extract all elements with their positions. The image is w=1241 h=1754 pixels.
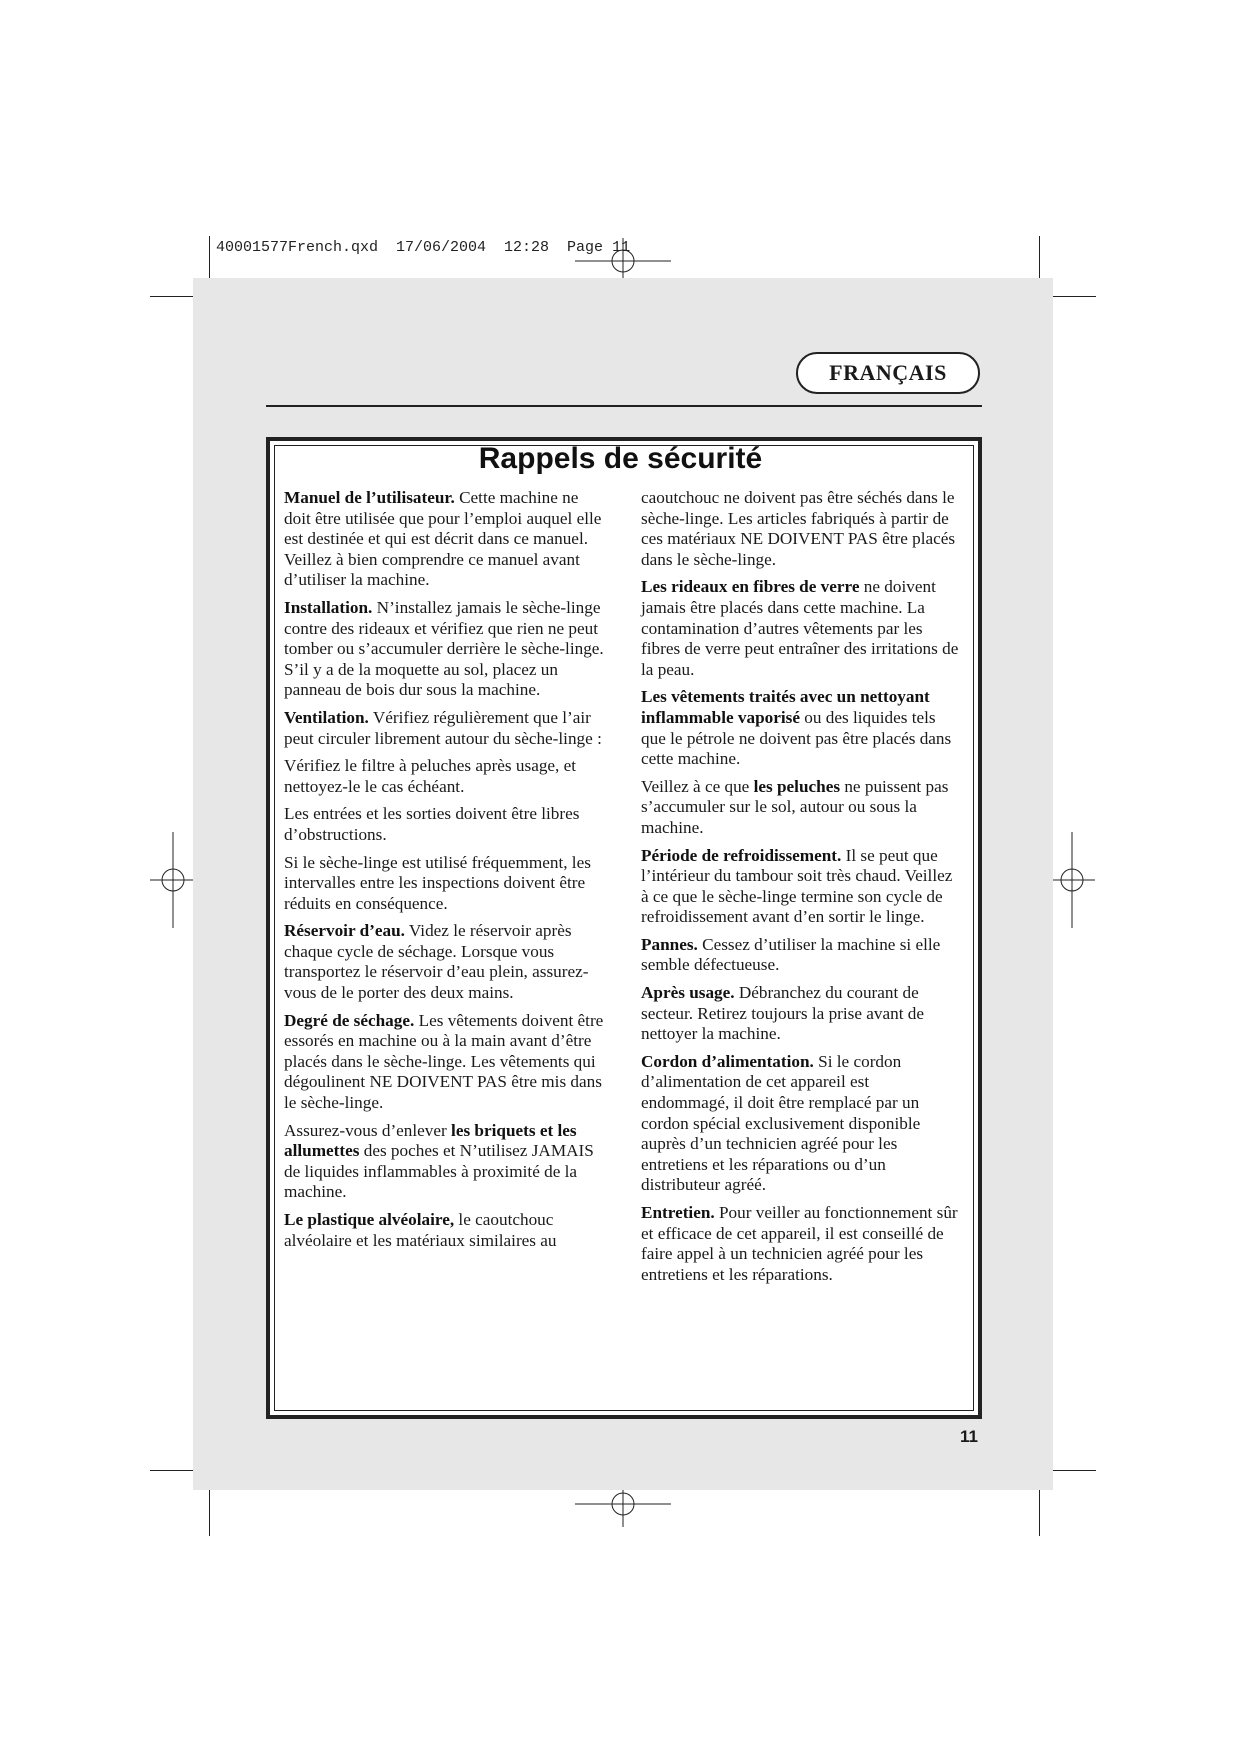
paragraph-heading: Ventilation.: [284, 707, 369, 727]
crop-mark: [209, 236, 210, 282]
paragraph-text: Les entrées et les sorties doivent être libres d’obstructions.: [284, 804, 580, 844]
paragraph-text: Assurez-vous d’enlever: [284, 1120, 452, 1140]
paragraph: [284, 1121, 604, 1203]
crop-mark: [150, 1470, 196, 1471]
paragraph-heading: Cordon d’alimentation.: [641, 1051, 814, 1071]
paragraph-text: Pour veiller au fonctionnement sûr et efficace de cet appareil, il est conseillé de faire appel à un technicien agréé pour les entretiens et les réparations.: [641, 1203, 958, 1284]
paragraph-text: Il se peut que l’intérieur du tambour soit très chaud. Veillez à ce que le sèche-linge termine son cycle de refroidissement avant d’en sortir le linge.: [641, 845, 953, 927]
print-slug: 40001577French.qxd 17/06/2004 12:28 Page 11: [216, 239, 631, 256]
paragraph: [284, 756, 604, 797]
page-number: 11: [960, 1427, 978, 1446]
paragraph: [284, 1210, 604, 1251]
paragraph: [641, 935, 961, 976]
paragraph-text: ne doivent jamais être placés dans cette machine. La contamination d’autres vêtements par les fibres de verre peut entraîner des irritations de la peau.: [641, 577, 959, 679]
paragraph-heading: Après usage.: [641, 983, 735, 1003]
paragraph: [284, 488, 604, 591]
paragraph-text: N’installez jamais le sèche-linge contre des rideaux et vérifiez que rien ne peut tomber ou s’accumuler derrière le sèche-linge. S’il y a de la moquette au sol, placez un panneau de bois dur sous la machine.: [284, 597, 604, 700]
paragraph-text: caoutchouc ne doivent pas être séchés dans le sèche-linge. Les articles fabriqués à partir de ces matériaux NE DOIVENT PAS être placés dans le sèche-linge.: [641, 488, 956, 569]
paragraph-text: Cessez d’utiliser la machine si elle semble défectueuse.: [641, 934, 941, 975]
paragraph-heading: Entretien.: [641, 1203, 715, 1222]
paragraph: [641, 1052, 961, 1196]
paragraph: [641, 777, 961, 839]
paragraph-text: le caoutchouc alvéolaire et les matériaux similaires au: [284, 1210, 557, 1250]
paragraph-text: Veillez à ce que: [641, 776, 754, 796]
paragraph: [641, 488, 961, 570]
paragraph: [284, 708, 604, 749]
paragraph: [284, 804, 604, 845]
crop-mark: [1050, 296, 1096, 297]
crop-mark: [1050, 1470, 1096, 1471]
page-title: Rappels de sécurité: [478, 442, 763, 475]
paragraph: [284, 598, 604, 701]
paragraph-text: Cette machine ne doit être utilisée que pour l’emploi auquel elle est destinée et qui est décrit dans ce manuel. Veillez à bien comprendre ce manuel avant d’utiliser la machine.: [284, 488, 602, 590]
right-column: [641, 488, 961, 1292]
paragraph: [641, 577, 961, 680]
paragraph-text: Vérifiez le filtre à peluches après usage, et nettoyez-le le cas échéant.: [284, 756, 577, 796]
paragraph-heading: Le plastique alvéolaire,: [284, 1210, 455, 1229]
paragraph-text: Videz le réservoir après chaque cycle de séchage. Lorsque vous transportez le réservoir d’eau plein, assurez-vous de le porter des deux mains.: [284, 921, 589, 1003]
paragraph-heading: Réservoir d’eau.: [284, 921, 405, 941]
paragraph-heading: Manuel de l’utilisateur.: [284, 488, 455, 507]
crop-mark: [1039, 236, 1040, 282]
paragraph-text: Si le sèche-linge est utilisé fréquemment, les intervalles entre les inspections doivent être réduits en conséquence.: [284, 852, 591, 913]
paragraph-text: Les vêtements doivent être essorés en machine ou à la main avant d’être placés dans le sèche-linge. Les vêtements qui dégoulinent NE DOIVENT PAS être mis dans le sèche-linge.: [284, 1010, 604, 1113]
registration-mark-icon: [150, 832, 196, 928]
crop-mark: [1039, 1490, 1040, 1536]
paragraph-heading: les peluches: [753, 776, 841, 796]
paragraph-heading: Degré de séchage.: [284, 1010, 415, 1030]
paragraph: [641, 846, 961, 928]
paragraph-text: Débranchez du courant de secteur. Retirez toujours la prise avant de nettoyer la machine.: [641, 983, 925, 1044]
language-tab: FRANÇAIS: [796, 352, 980, 394]
left-column: [284, 488, 604, 1258]
paragraph-text: ne puissent pas s’accumuler sur le sol, autour ou sous la machine.: [641, 776, 949, 837]
paragraph-heading: Les rideaux en fibres de verre: [641, 577, 860, 597]
paragraph-text: Vérifiez régulièrement que l’air peut circuler librement autour du sèche-linge :: [284, 707, 602, 748]
header-rule: [266, 405, 982, 407]
paragraph-text: des poches et N’utilisez JAMAIS de liquides inflammables à proximité de la machine.: [284, 1141, 594, 1202]
paragraph-text: ou des liquides tels que le pétrole ne doivent pas être placés dans cette machine.: [641, 707, 952, 769]
paragraph-heading: Installation.: [284, 597, 373, 617]
paragraph-heading: Période de refroidissement.: [641, 845, 842, 865]
paragraph: [641, 983, 961, 1045]
crop-mark: [150, 296, 196, 297]
registration-mark-icon: [1049, 832, 1095, 928]
paragraph-heading: Pannes.: [641, 934, 698, 954]
paragraph-text: Si le cordon d’alimentation de cet appareil est endommagé, il doit être remplacé par un cordon spécial exclusivement disponible auprès d’un technicien agréé pour les entretiens et les réparations ou d’un distributeur agréé.: [641, 1051, 921, 1195]
paragraph: [641, 687, 961, 769]
paragraph: [284, 1011, 604, 1114]
paragraph-heading: Les vêtements traités avec un nettoyant inflammable vaporisé: [641, 687, 930, 727]
crop-mark: [209, 1490, 210, 1536]
paragraph: [284, 921, 604, 1003]
paragraph: [284, 853, 604, 915]
paragraph: [641, 1203, 961, 1285]
paragraph-heading: les briquets et les allumettes: [284, 1120, 577, 1161]
